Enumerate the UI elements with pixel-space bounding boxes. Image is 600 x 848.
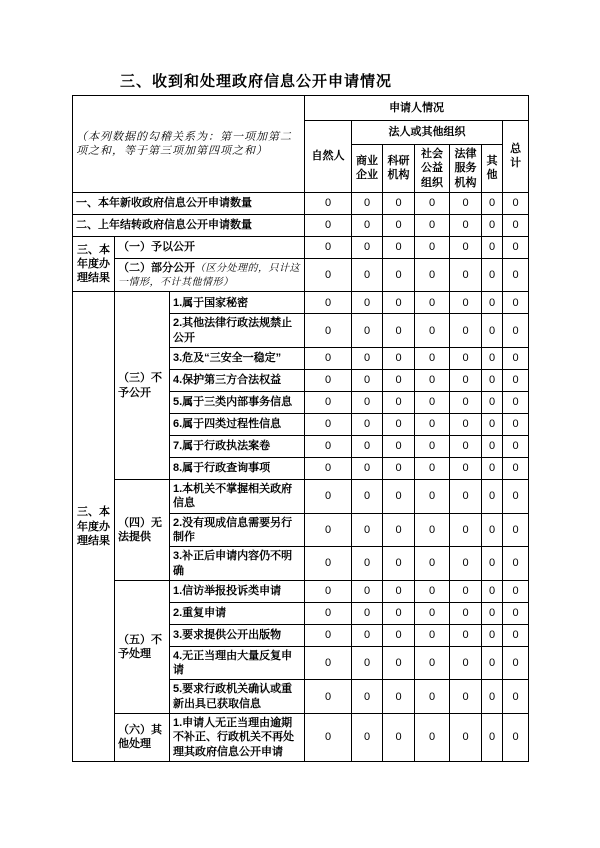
value-cell: 0 bbox=[415, 646, 450, 680]
value-cell: 0 bbox=[503, 602, 529, 624]
value-cell: 0 bbox=[482, 513, 503, 547]
value-cell: 0 bbox=[383, 314, 415, 348]
value-cell: 0 bbox=[305, 236, 352, 258]
header-row-1 bbox=[73, 96, 529, 121]
value-cell: 0 bbox=[352, 258, 383, 292]
value-cell: 0 bbox=[415, 192, 450, 214]
value-cell: 0 bbox=[415, 436, 450, 458]
header-public-welfare-org: 社会公益组织 bbox=[415, 145, 450, 193]
item-label: 8.属于行政查询事项 bbox=[170, 458, 305, 480]
value-cell: 0 bbox=[482, 258, 503, 292]
table-row bbox=[73, 258, 529, 292]
value-cell: 0 bbox=[450, 292, 482, 314]
value-cell: 0 bbox=[352, 646, 383, 680]
value-cell: 0 bbox=[383, 680, 415, 714]
value-cell: 0 bbox=[415, 513, 450, 547]
value-cell: 0 bbox=[352, 348, 383, 370]
value-cell: 0 bbox=[383, 236, 415, 258]
item-label: 5.要求行政机关确认或重新出具已获取信息 bbox=[170, 680, 305, 714]
subgroup-label: （六）其他处理 bbox=[115, 714, 170, 762]
value-cell: 0 bbox=[503, 348, 529, 370]
table-row bbox=[73, 214, 529, 236]
value-cell: 0 bbox=[415, 236, 450, 258]
value-cell: 0 bbox=[415, 480, 450, 514]
value-cell: 0 bbox=[383, 513, 415, 547]
table-header bbox=[73, 96, 529, 193]
value-cell: 0 bbox=[450, 480, 482, 514]
value-cell: 0 bbox=[503, 680, 529, 714]
value-cell: 0 bbox=[305, 580, 352, 602]
value-cell: 0 bbox=[352, 458, 383, 480]
item-label: 2.重复申请 bbox=[170, 602, 305, 624]
value-cell: 0 bbox=[352, 214, 383, 236]
value-cell: 0 bbox=[305, 646, 352, 680]
item-label: 1.申请人无正当理由逾期不补正、行政机关不再处理其政府信息公开申请 bbox=[170, 714, 305, 762]
value-cell: 0 bbox=[482, 458, 503, 480]
value-cell: 0 bbox=[450, 547, 482, 581]
value-cell: 0 bbox=[482, 580, 503, 602]
value-cell: 0 bbox=[305, 602, 352, 624]
value-cell: 0 bbox=[383, 602, 415, 624]
value-cell: 0 bbox=[482, 292, 503, 314]
value-cell: 0 bbox=[482, 192, 503, 214]
item-label: （二）部分公开（区分处理的，只计这一情形，不计其他情形） bbox=[115, 258, 305, 292]
value-cell: 0 bbox=[503, 436, 529, 458]
value-cell: 0 bbox=[450, 714, 482, 762]
value-cell: 0 bbox=[450, 458, 482, 480]
value-cell: 0 bbox=[352, 714, 383, 762]
corner-note: （本列数据的勾稽关系为：第一项加第二项之和，等于第三项加第四项之和） bbox=[73, 96, 305, 193]
value-cell: 0 bbox=[503, 214, 529, 236]
value-cell: 0 bbox=[482, 214, 503, 236]
item-label: 3.补正后申请内容仍不明确 bbox=[170, 547, 305, 581]
value-cell: 0 bbox=[415, 370, 450, 392]
item-label: 6.属于四类过程性信息 bbox=[170, 414, 305, 436]
value-cell: 0 bbox=[352, 292, 383, 314]
row-label: 二、上年结转政府信息公开申请数量 bbox=[73, 214, 305, 236]
value-cell: 0 bbox=[383, 480, 415, 514]
value-cell: 0 bbox=[503, 513, 529, 547]
table-row bbox=[73, 292, 529, 314]
value-cell: 0 bbox=[450, 646, 482, 680]
value-cell: 0 bbox=[383, 214, 415, 236]
value-cell: 0 bbox=[503, 714, 529, 762]
value-cell: 0 bbox=[450, 214, 482, 236]
header-org-group: 法人或其他组织 bbox=[352, 121, 503, 145]
value-cell: 0 bbox=[482, 348, 503, 370]
item-label: 3.危及“三安全一稳定” bbox=[170, 348, 305, 370]
value-cell: 0 bbox=[305, 436, 352, 458]
value-cell: 0 bbox=[415, 458, 450, 480]
value-cell: 0 bbox=[305, 370, 352, 392]
subgroup-label: （三）不予公开 bbox=[115, 292, 170, 480]
value-cell: 0 bbox=[415, 292, 450, 314]
value-cell: 0 bbox=[305, 314, 352, 348]
value-cell: 0 bbox=[305, 292, 352, 314]
value-cell: 0 bbox=[482, 314, 503, 348]
value-cell: 0 bbox=[450, 192, 482, 214]
value-cell: 0 bbox=[503, 370, 529, 392]
value-cell: 0 bbox=[305, 624, 352, 646]
value-cell: 0 bbox=[352, 580, 383, 602]
table-row bbox=[73, 236, 529, 258]
value-cell: 0 bbox=[352, 236, 383, 258]
value-cell: 0 bbox=[503, 580, 529, 602]
value-cell: 0 bbox=[352, 480, 383, 514]
subgroup-label: （四）无法提供 bbox=[115, 480, 170, 581]
header-applicant-group: 申请人情况 bbox=[305, 96, 529, 121]
page-title: 三、收到和处理政府信息公开申请情况 bbox=[120, 73, 393, 90]
value-cell: 0 bbox=[383, 348, 415, 370]
value-cell: 0 bbox=[305, 214, 352, 236]
value-cell: 0 bbox=[450, 314, 482, 348]
value-cell: 0 bbox=[503, 547, 529, 581]
table-body bbox=[73, 192, 529, 761]
group-label: 三、本年度办理结果 bbox=[73, 292, 115, 761]
row-label: 一、本年新收政府信息公开申请数量 bbox=[73, 192, 305, 214]
value-cell: 0 bbox=[503, 392, 529, 414]
value-cell: 0 bbox=[482, 547, 503, 581]
value-cell: 0 bbox=[383, 192, 415, 214]
value-cell: 0 bbox=[415, 214, 450, 236]
value-cell: 0 bbox=[482, 624, 503, 646]
value-cell: 0 bbox=[383, 714, 415, 762]
value-cell: 0 bbox=[503, 236, 529, 258]
group-label: 三、本年度办理结果 bbox=[73, 236, 115, 292]
value-cell: 0 bbox=[415, 547, 450, 581]
value-cell: 0 bbox=[450, 370, 482, 392]
value-cell: 0 bbox=[450, 513, 482, 547]
value-cell: 0 bbox=[305, 458, 352, 480]
value-cell: 0 bbox=[352, 513, 383, 547]
value-cell: 0 bbox=[482, 480, 503, 514]
value-cell: 0 bbox=[450, 414, 482, 436]
value-cell: 0 bbox=[305, 192, 352, 214]
value-cell: 0 bbox=[482, 602, 503, 624]
value-cell: 0 bbox=[503, 646, 529, 680]
value-cell: 0 bbox=[415, 580, 450, 602]
value-cell: 0 bbox=[503, 414, 529, 436]
value-cell: 0 bbox=[352, 602, 383, 624]
value-cell: 0 bbox=[352, 392, 383, 414]
value-cell: 0 bbox=[383, 258, 415, 292]
table-row bbox=[73, 714, 529, 762]
table-row bbox=[73, 480, 529, 514]
value-cell: 0 bbox=[482, 236, 503, 258]
item-label: 2.没有现成信息需要另行制作 bbox=[170, 513, 305, 547]
value-cell: 0 bbox=[503, 480, 529, 514]
value-cell: 0 bbox=[305, 348, 352, 370]
value-cell: 0 bbox=[450, 680, 482, 714]
value-cell: 0 bbox=[383, 436, 415, 458]
header-research-institution: 科研机构 bbox=[383, 145, 415, 193]
value-cell: 0 bbox=[415, 314, 450, 348]
value-cell: 0 bbox=[415, 414, 450, 436]
item-label: 1.本机关不掌握相关政府信息 bbox=[170, 480, 305, 514]
value-cell: 0 bbox=[383, 414, 415, 436]
value-cell: 0 bbox=[450, 392, 482, 414]
header-commercial-enterprise: 商业企业 bbox=[352, 145, 383, 193]
value-cell: 0 bbox=[450, 624, 482, 646]
table-row bbox=[73, 192, 529, 214]
item-label: （一）予以公开 bbox=[115, 236, 305, 258]
header-legal-service-org: 法律服务机构 bbox=[450, 145, 482, 193]
value-cell: 0 bbox=[503, 258, 529, 292]
header-other-org: 其他 bbox=[482, 145, 503, 193]
value-cell: 0 bbox=[352, 192, 383, 214]
item-note: （区分处理的，只计这一情形，不计其他情形） bbox=[118, 262, 300, 289]
value-cell: 0 bbox=[482, 714, 503, 762]
item-label: 5.属于三类内部事务信息 bbox=[170, 392, 305, 414]
item-label: 2.其他法律行政法规禁止公开 bbox=[170, 314, 305, 348]
item-label: 1.属于国家秘密 bbox=[170, 292, 305, 314]
value-cell: 0 bbox=[482, 392, 503, 414]
value-cell: 0 bbox=[415, 602, 450, 624]
value-cell: 0 bbox=[383, 392, 415, 414]
value-cell: 0 bbox=[305, 680, 352, 714]
value-cell: 0 bbox=[450, 348, 482, 370]
item-label: 7.属于行政执法案卷 bbox=[170, 436, 305, 458]
item-label: 3.要求提供公开出版物 bbox=[170, 624, 305, 646]
value-cell: 0 bbox=[352, 624, 383, 646]
value-cell: 0 bbox=[352, 547, 383, 581]
value-cell: 0 bbox=[482, 680, 503, 714]
value-cell: 0 bbox=[383, 458, 415, 480]
value-cell: 0 bbox=[415, 714, 450, 762]
subgroup-label: （五）不予处理 bbox=[115, 580, 170, 713]
value-cell: 0 bbox=[352, 436, 383, 458]
value-cell: 0 bbox=[415, 680, 450, 714]
header-natural-person: 自然人 bbox=[305, 121, 352, 193]
value-cell: 0 bbox=[503, 292, 529, 314]
value-cell: 0 bbox=[305, 547, 352, 581]
value-cell: 0 bbox=[482, 646, 503, 680]
value-cell: 0 bbox=[450, 602, 482, 624]
value-cell: 0 bbox=[415, 348, 450, 370]
value-cell: 0 bbox=[450, 580, 482, 602]
value-cell: 0 bbox=[305, 480, 352, 514]
value-cell: 0 bbox=[482, 370, 503, 392]
value-cell: 0 bbox=[305, 714, 352, 762]
value-cell: 0 bbox=[383, 547, 415, 581]
value-cell: 0 bbox=[383, 580, 415, 602]
value-cell: 0 bbox=[503, 458, 529, 480]
value-cell: 0 bbox=[482, 436, 503, 458]
value-cell: 0 bbox=[383, 646, 415, 680]
value-cell: 0 bbox=[352, 414, 383, 436]
value-cell: 0 bbox=[482, 414, 503, 436]
table-row bbox=[73, 580, 529, 602]
value-cell: 0 bbox=[450, 236, 482, 258]
item-label: 4.无正当理由大量反复申请 bbox=[170, 646, 305, 680]
info-disclosure-table bbox=[72, 95, 529, 762]
value-cell: 0 bbox=[383, 292, 415, 314]
value-cell: 0 bbox=[450, 436, 482, 458]
value-cell: 0 bbox=[503, 624, 529, 646]
item-label: 4.保护第三方合法权益 bbox=[170, 370, 305, 392]
value-cell: 0 bbox=[503, 314, 529, 348]
value-cell: 0 bbox=[415, 392, 450, 414]
value-cell: 0 bbox=[503, 192, 529, 214]
value-cell: 0 bbox=[305, 392, 352, 414]
value-cell: 0 bbox=[305, 258, 352, 292]
value-cell: 0 bbox=[305, 414, 352, 436]
value-cell: 0 bbox=[305, 513, 352, 547]
value-cell: 0 bbox=[415, 258, 450, 292]
item-label: 1.信访举报投诉类申请 bbox=[170, 580, 305, 602]
value-cell: 0 bbox=[352, 370, 383, 392]
value-cell: 0 bbox=[352, 314, 383, 348]
value-cell: 0 bbox=[450, 258, 482, 292]
value-cell: 0 bbox=[383, 370, 415, 392]
header-total: 总计 bbox=[503, 121, 529, 193]
value-cell: 0 bbox=[383, 624, 415, 646]
value-cell: 0 bbox=[352, 680, 383, 714]
value-cell: 0 bbox=[415, 624, 450, 646]
